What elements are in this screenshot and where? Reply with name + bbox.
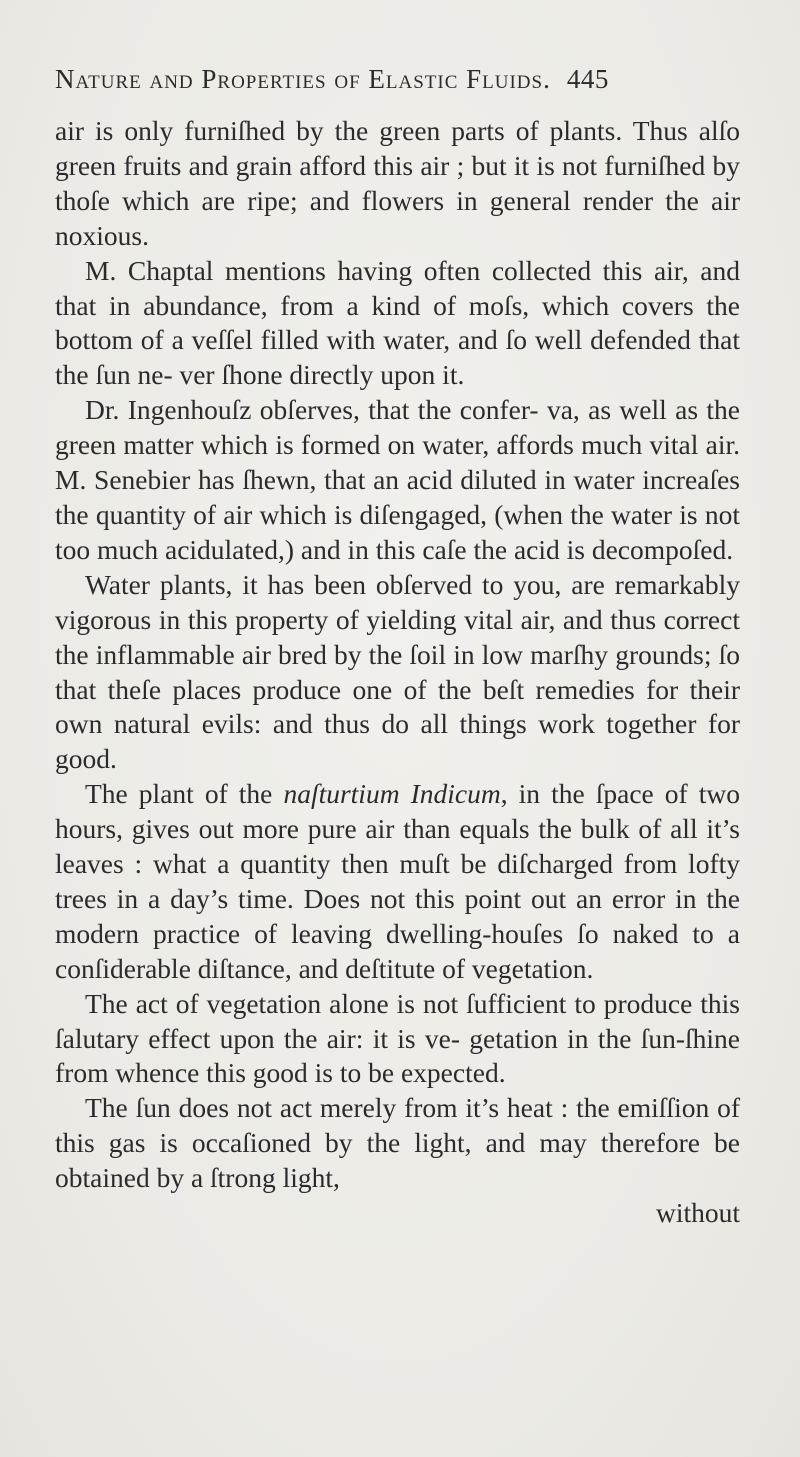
paragraph-5 — [55, 777, 740, 986]
paragraph-1: air is only furniſhed by the green parts of plants. Thus alſo green fruits and grain afford this air ; but it is not furniſhed by thoſe which are ripe; and flowers in general render the air noxious. — [55, 115, 740, 251]
page-number: 445 — [566, 64, 609, 94]
paragraph-5-lead: The plant of the — [85, 778, 284, 810]
paragraph-2: M. Chaptal mentions having often collected this air, and that in abundance, from a kind of moſs, which covers the bottom of a veſſel filled with water, and ſo well defended that the ſun ne- ver ſhone directly upon it. — [55, 254, 740, 391]
running-title: Nature and Properties of Elastic Fluids. — [55, 64, 551, 94]
paragraph-4: Water plants, it has been obſerved to you, are remarkably vigorous in this property of yielding vital air, and thus correct the inflammable air bred by the ſoil in low marſhy grounds; ſo that theſe places produce one of the beſt remedies for their own natural evils: and thus do all things work together for good. — [55, 568, 740, 775]
paragraph-6: The act of vegetation alone is not ſufficient to produce this ſalutary effect upon the air: it is ve- getation in the ſun-ſhine from whence this good is to be expected. — [55, 987, 740, 1089]
running-head — [55, 62, 740, 96]
paragraph-7: The ſun does not act merely from it’s heat : the emiſſion of this gas is occaſioned by the light, and may therefore be obtained by a ſtrong light, — [55, 1092, 740, 1194]
catchword: without — [655, 1197, 740, 1229]
paragraph-5-rest: , in the ſpace of two hours, gives out more pure air than equals the bulk of all it’s leaves : what a quantity then muſt be diſcharged from lofty trees in a day’s time. Does not this point out an error in the modern practice of leaving dwelling-houſes ſo naked to a conſiderable diſtance, and deſtitute of vegetation. — [55, 778, 740, 984]
body-text — [55, 114, 740, 1231]
plant-name-italic: naſturtium Indicum — [283, 778, 501, 810]
paragraph-3: Dr. Ingenhouſz obſerves, that the confer- va, as well as the green matter which is formed on water, affords much vital air. M. Senebier has ſhewn, that an acid diluted in water increaſes the quantity of air which is diſengaged, (when the water is not too much acidulated,) and in this caſe the acid is decompoſed. — [55, 394, 740, 565]
